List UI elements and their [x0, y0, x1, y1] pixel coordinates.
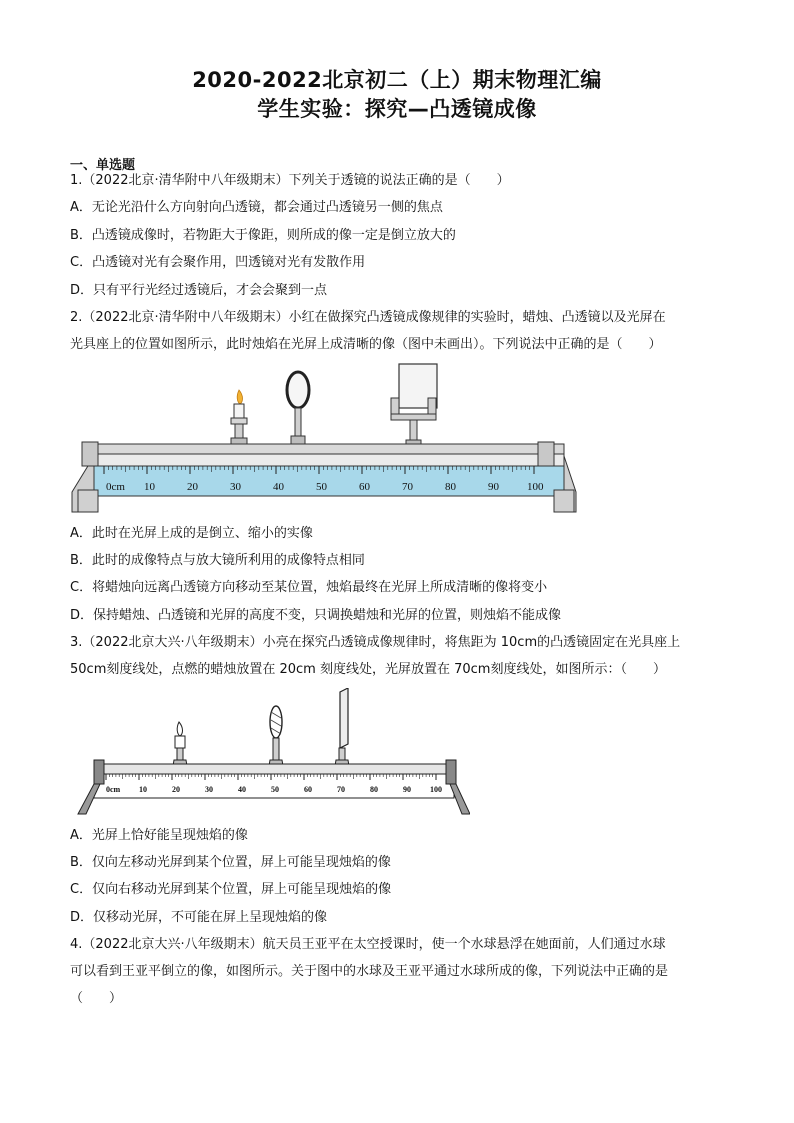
q2-convex-lens [287, 372, 309, 452]
q2-scale-label-40: 40 [273, 481, 284, 493]
q2-light-screen [391, 364, 437, 452]
q2-candle [231, 390, 247, 452]
q3-option-c: C．仅向右移动光屏到某个位置，屏上可能呈现烛焰的像 [70, 882, 392, 897]
q3-scale-label-0: 0cm [106, 785, 121, 794]
q3-scale-label-20: 20 [172, 785, 180, 794]
q2-scale-label-70: 70 [402, 481, 413, 493]
q2-option-a: A．此时在光屏上成的是倒立、缩小的实像 [70, 526, 313, 541]
q2-scale-label-100: 100 [527, 481, 544, 493]
q3-scale-label-70: 70 [337, 785, 345, 794]
q2-scale-label-20: 20 [187, 481, 198, 493]
q3-stem-line2: 50cm刻度线处，点燃的蜡烛放置在 20cm 刻度线处，光屏放置在 70cm刻度线处，如图所示：（ ） [70, 662, 666, 677]
q2-scale-label-0: 0cm [106, 481, 125, 493]
doc-title-line2: 学生实验：探究—凸透镜成像 [257, 97, 537, 121]
q3-optical-bench-figure [74, 688, 470, 818]
doc-title-line1: 2020-2022北京初二（上）期末物理汇编 [192, 68, 602, 92]
q3-scale-label-80: 80 [370, 785, 378, 794]
q3-scale-label-30: 30 [205, 785, 213, 794]
q1-option-d: D．只有平行光经过透镜后，才会会聚到一点 [70, 283, 328, 298]
q4-stem-line1: 4.（2022北京大兴·八年级期末）航天员王亚平在太空授课时，使一个水球悬浮在她面前，人们通过水球 [70, 937, 666, 952]
q2-scale-label-30: 30 [230, 481, 241, 493]
q1-option-a: A．无论光沿什么方向射向凸透镜，都会通过凸透镜另一侧的焦点 [70, 200, 443, 215]
q2-scale-label-80: 80 [445, 481, 456, 493]
q1-option-c: C．凸透镜对光有会聚作用，凹透镜对光有发散作用 [70, 255, 366, 270]
q3-option-b: B．仅向左移动光屏到某个位置，屏上可能呈现烛焰的像 [70, 855, 391, 870]
q2-scale-label-10: 10 [144, 481, 155, 493]
q3-scale-label-40: 40 [238, 785, 246, 794]
q3-option-a: A．光屏上恰好能呈现烛焰的像 [70, 828, 248, 843]
q2-scale-label-90: 90 [488, 481, 499, 493]
q3-scale-label-10: 10 [139, 785, 147, 794]
q2-scale-label-60: 60 [359, 481, 370, 493]
q2-option-d: D．保持蜡烛、凸透镜和光屏的高度不变，只调换蜡烛和光屏的位置，则烛焰不能成像 [70, 608, 562, 623]
section-heading: 一、单选题 [70, 158, 136, 173]
q2-option-c: C．将蜡烛向远离凸透镜方向移动至某位置，烛焰最终在光屏上所成清晰的像将变小 [70, 580, 548, 595]
q3-convex-lens [268, 706, 284, 772]
q3-stem-line1: 3.（2022北京大兴·八年级期末）小亮在探究凸透镜成像规律时，将焦距为 10cm的凸透镜固定在光具座上 [70, 635, 681, 650]
q3-scale-label-60: 60 [304, 785, 312, 794]
q3-scale-label-90: 90 [403, 785, 411, 794]
q4-stem-line3: （ ） [70, 991, 123, 1006]
q3-scale-label-100: 100 [430, 785, 442, 794]
q1-option-b: B．凸透镜成像时，若物距大于像距，则所成的像一定是倒立放大的 [70, 228, 456, 243]
q3-option-d: D．仅移动光屏，不可能在屏上呈现烛焰的像 [70, 910, 328, 925]
q2-scale-label-50: 50 [316, 481, 327, 493]
q2-stem-line2: 光具座上的位置如图所示，此时烛焰在光屏上成清晰的像（图中未画出）。下列说法中正确的是（ ） [70, 337, 662, 352]
q3-light-screen [334, 688, 350, 772]
q3-scale-label-50: 50 [271, 785, 279, 794]
q2-stem-line1: 2.（2022北京·清华附中八年级期末）小红在做探究凸透镜成像规律的实验时，蜡烛、凸透镜以及光屏在 [70, 310, 666, 325]
q2-optical-bench-figure [68, 362, 580, 522]
q4-stem-line2: 可以看到王亚平倒立的像，如图所示。关于图中的水球及王亚平通过水球所成的像，下列说法中正确的是 [70, 964, 669, 979]
q2-option-b: B．此时的成像特点与放大镜所利用的成像特点相同 [70, 553, 365, 568]
q1-stem: 1.（2022北京·清华附中八年级期末）下列关于透镜的说法正确的是（ ） [70, 173, 510, 188]
